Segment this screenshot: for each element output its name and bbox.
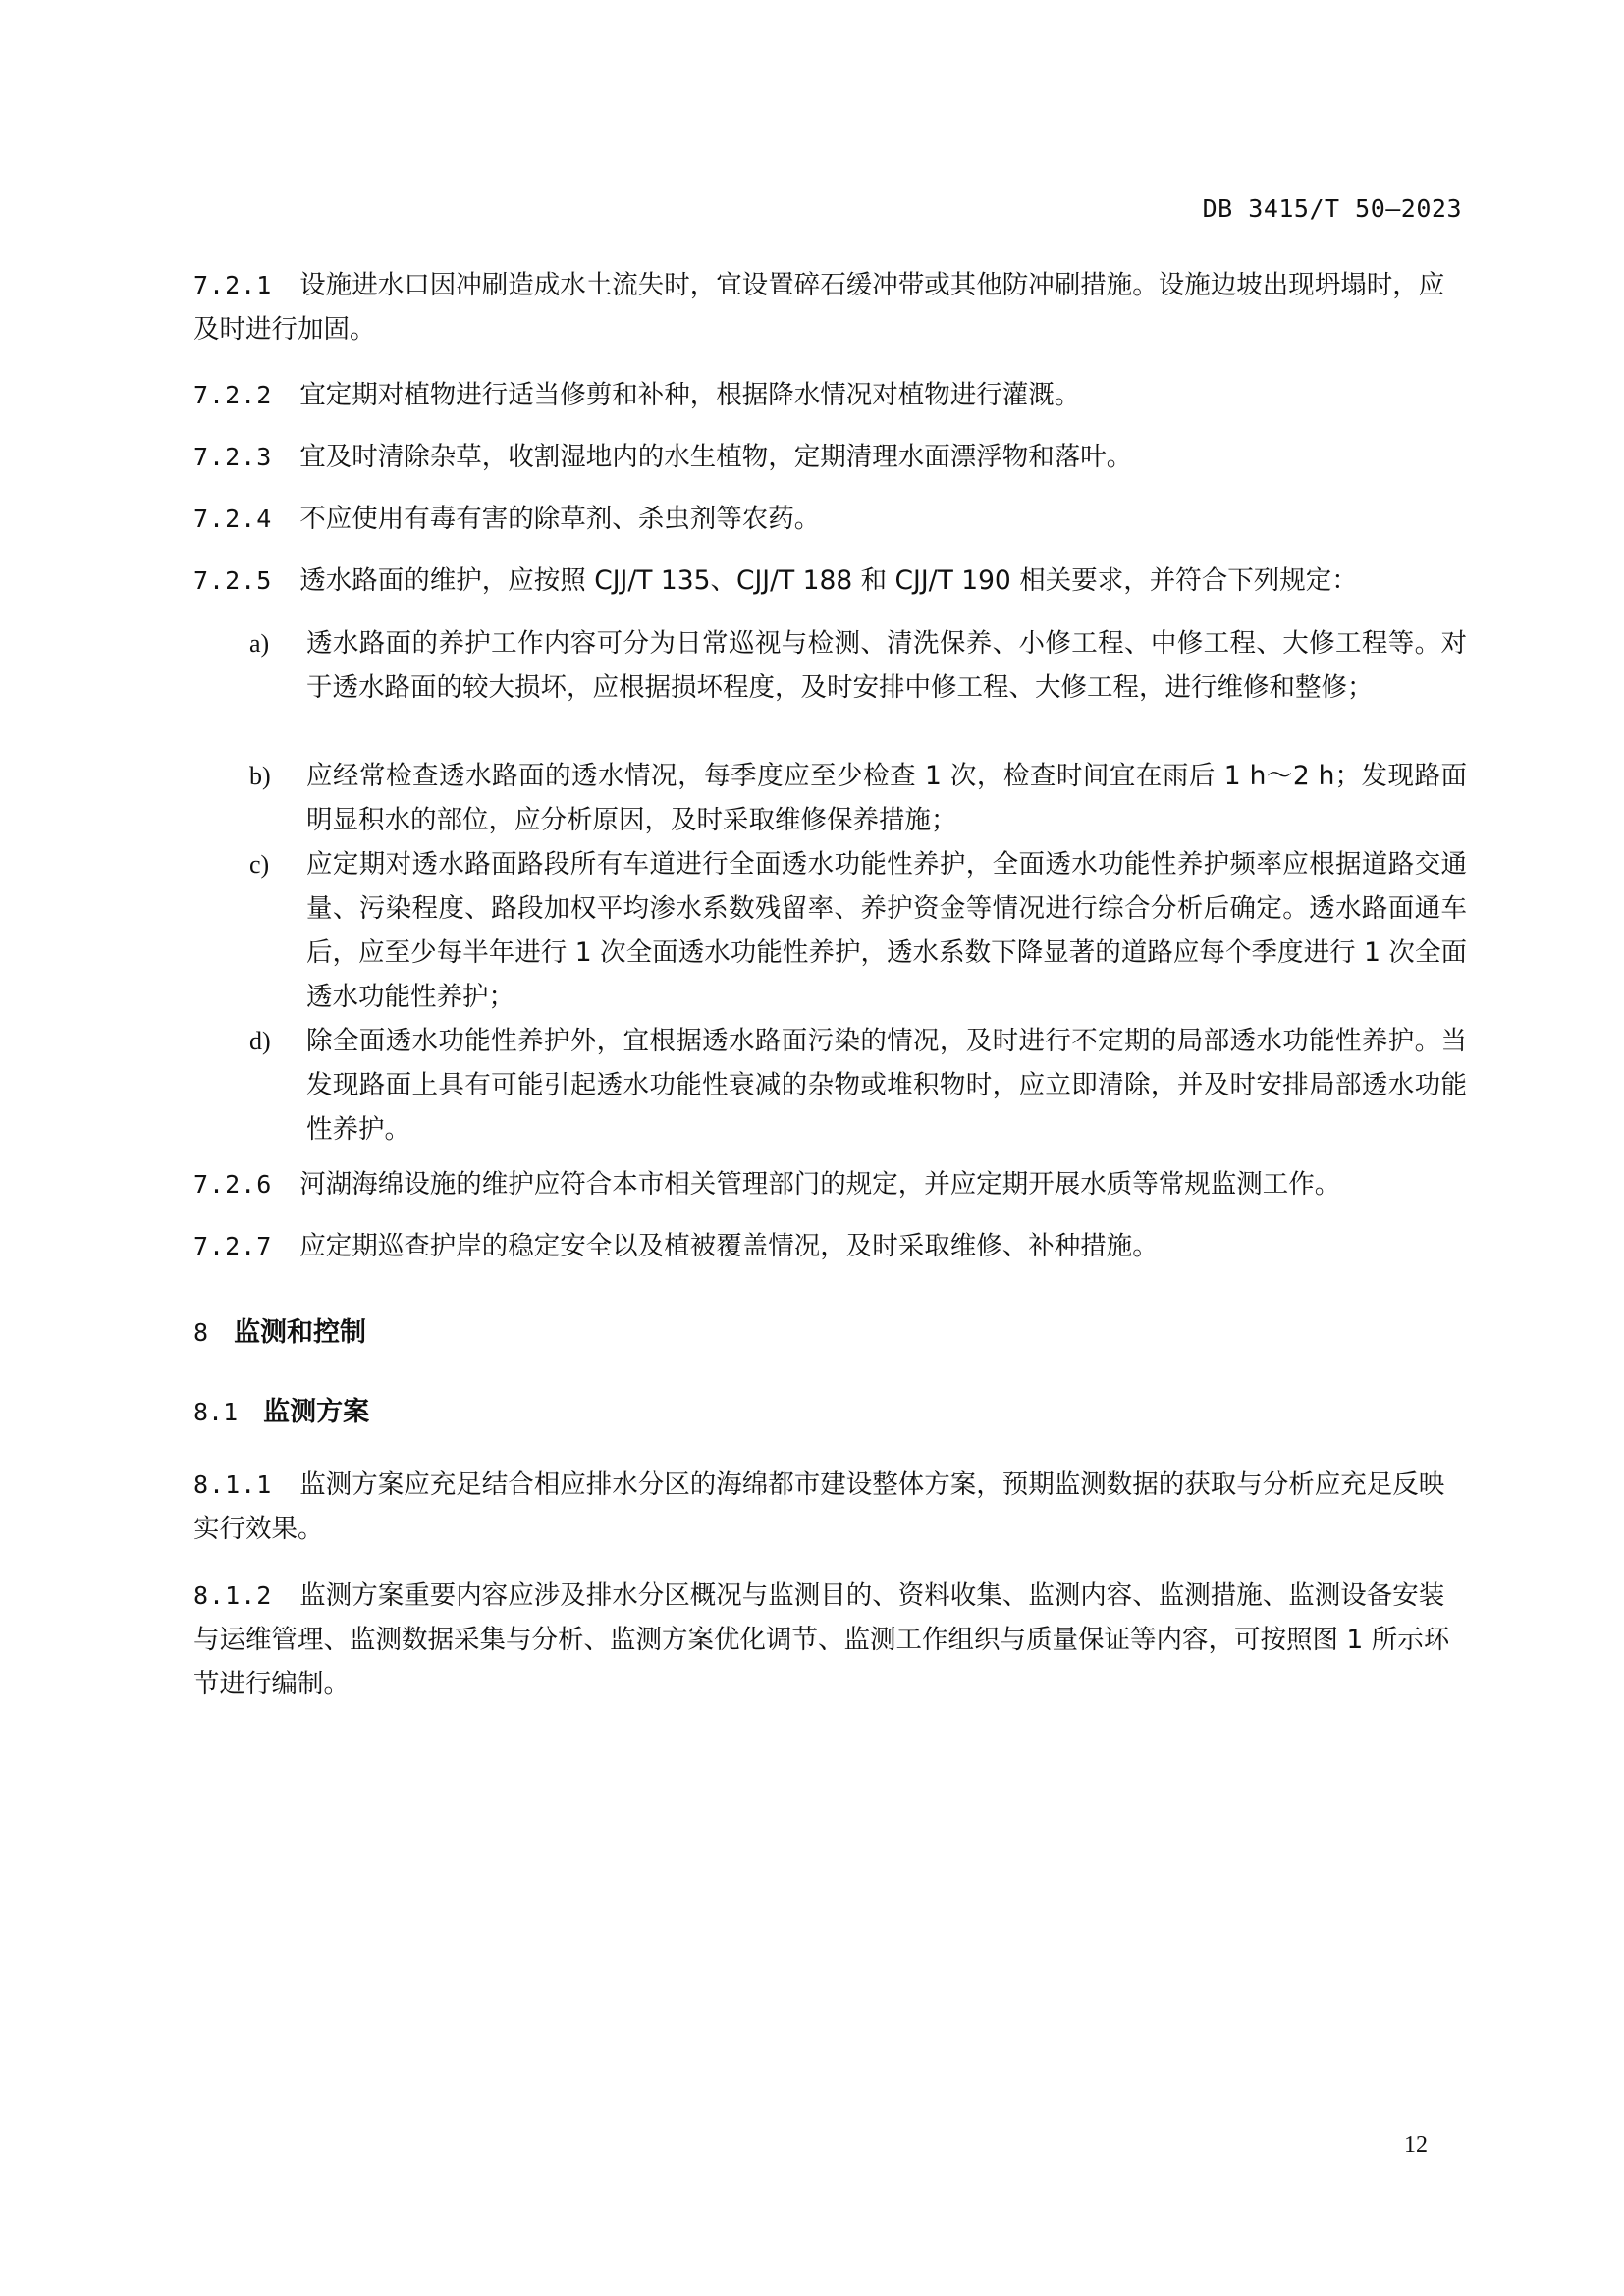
clause-number: 8.1.1 [193,1470,273,1499]
clause-text: 透水路面的维护，应按照 CJJ/T 135、CJJ/T 188 和 CJJ/T 190 相关要求，并符合下列规定： [299,565,1358,596]
section-number: 8 [193,1318,209,1347]
clause-text: 不应使用有毒有害的除草剂、杀虫剂等农药。 [299,504,821,534]
list-marker: d) [249,1027,271,1055]
list-marker: b) [249,762,271,790]
section-heading [193,1310,366,1355]
clause-text: 监测方案应充足结合相应排水分区的海绵都市建设整体方案，预期监测数据的获取与分析应充足反映实行效果。 [193,1469,1445,1544]
clause-text: 监测方案重要内容应涉及排水分区概况与监测目的、资料收集、监测内容、监测措施、监测设备安装与运维管理、监测数据采集与分析、监测方案优化调节、监测工作组织与质量保证等内容，可按照图 1 所示环节进行编制。 [193,1580,1450,1699]
clause-7-2-5 [193,559,1465,603]
clause-7-2-2 [193,373,1465,417]
clause-number: 7.2.3 [193,443,273,471]
clause-7-2-4 [193,497,1465,541]
list-item-d [249,1019,1467,1151]
section-title: 监测和控制 [234,1317,367,1348]
clause-8-1-2 [193,1574,1465,1706]
list-marker: c) [249,850,270,879]
clause-number: 7.2.5 [193,566,273,595]
clause-7-2-7 [193,1224,1465,1268]
clause-text: 河湖海绵设施的维护应符合本市相关管理部门的规定，并应定期开展水质等常规监测工作。 [299,1169,1341,1200]
list-item-text: 除全面透水功能性养护外，宜根据透水路面污染的情况，及时进行不定期的局部透水功能性养护。当发现路面上具有可能引起透水功能性衰减的杂物或堆积物时，应立即清除，并及时安排局部透水功能性养护。 [306,1026,1467,1145]
clause-text: 设施进水口因冲刷造成水土流失时，宜设置碎石缓冲带或其他防冲刷措施。设施边坡出现坍塌时，应及时进行加固。 [193,270,1445,345]
clause-number: 7.2.1 [193,271,273,299]
list-item-text: 应定期对透水路面路段所有车道进行全面透水功能性养护，全面透水功能性养护频率应根据道路交通量、污染程度、路段加权平均渗水系数残留率、养护资金等情况进行综合分析后确定。透水路面通车后，应至少每半年进行 1 次全面透水功能性养护，透水系数下降显著的道路应每个季度进行 1 次全面透水功能性养护； [306,849,1467,1012]
document-code: DB 3415/T 50—2023 [1202,194,1462,223]
clause-7-2-1 [193,263,1465,351]
list-item-b [249,754,1467,842]
list-item-text: 应经常检查透水路面的透水情况，每季度应至少检查 1 次，检查时间宜在雨后 1 h～2 h；发现路面明显积水的部位，应分析原因，及时采取维修保养措施； [306,761,1467,835]
list-item-c [249,842,1467,1019]
subsection-title: 监测方案 [263,1397,370,1427]
clause-number: 7.2.4 [193,505,273,533]
clause-8-1-1 [193,1463,1465,1551]
clause-text: 宜定期对植物进行适当修剪和补种，根据降水情况对植物进行灌溉。 [299,380,1081,410]
clause-number: 7.2.2 [193,381,273,409]
clause-number: 8.1.2 [193,1581,273,1610]
subsection-heading [193,1390,369,1434]
clause-number: 7.2.6 [193,1170,273,1199]
subsection-number: 8.1 [193,1398,239,1426]
page-number: 12 [1404,2132,1428,2158]
clause-7-2-3 [193,435,1465,479]
clause-7-2-6 [193,1162,1465,1206]
list-item-text: 透水路面的养护工作内容可分为日常巡视与检测、清洗保养、小修工程、中修工程、大修工程等。对于透水路面的较大损坏，应根据损坏程度，及时安排中修工程、大修工程，进行维修和整修； [306,628,1467,703]
clause-text: 宜及时清除杂草，收割湿地内的水生植物，定期清理水面漂浮物和落叶。 [299,442,1133,472]
clause-number: 7.2.7 [193,1232,273,1260]
list-marker: a) [249,629,270,658]
clause-text: 应定期巡查护岸的稳定安全以及植被覆盖情况，及时采取维修、补种措施。 [299,1231,1159,1261]
list-item-a [249,621,1467,710]
